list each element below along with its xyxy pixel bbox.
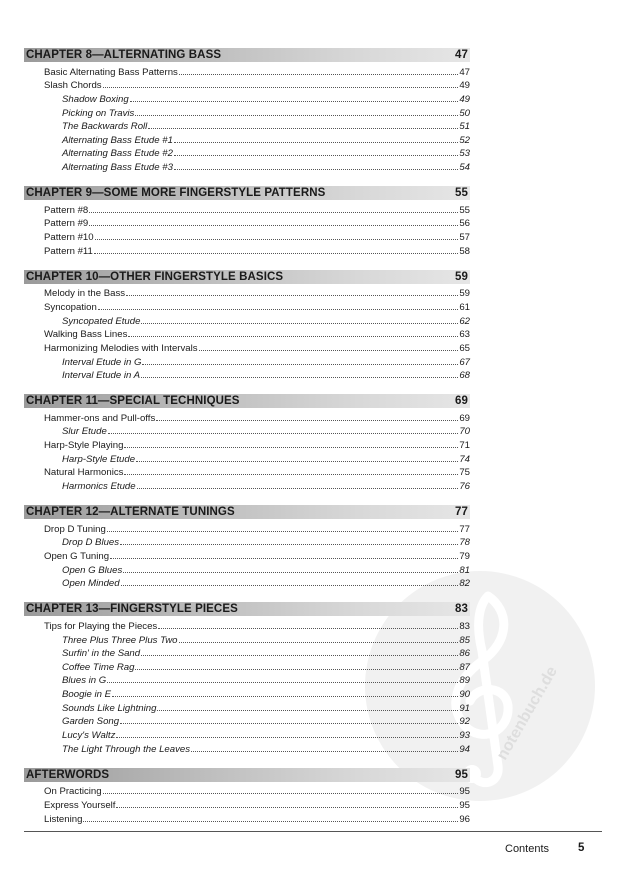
entry-page: 65 [459,342,470,354]
section-gap [24,755,470,768]
entry-title: Alternating Bass Etude #3 [62,162,173,174]
chapter-heading [24,505,470,519]
dot-leader [158,628,458,629]
dot-leader [136,461,458,462]
chapter-page: 55 [455,187,468,200]
entry-title: Tips for Playing the Pieces [44,620,158,632]
entry-title: Hammer-ons and Pull-offs [44,412,156,424]
dot-leader [137,488,459,489]
dot-leader [174,142,458,143]
toc-subentry [24,727,470,741]
entry-title: Surfin' in the Sand [62,648,141,660]
entry-page: 82 [459,578,470,590]
dot-leader [130,101,459,102]
chapter-section [24,270,470,381]
dot-leader [83,821,458,822]
entry-title: Harmonics Etude [62,481,136,493]
entry-title: Pattern #10 [44,232,94,244]
dot-leader [116,807,458,808]
entry-page: 87 [459,661,470,673]
entry-page: 49 [459,80,470,92]
table-of-contents [24,48,470,825]
entry-page: 79 [459,550,470,562]
entry-title: Alternating Bass Etude #1 [62,134,173,146]
entry-title: Lucy's Waltz [62,729,116,741]
toc-subentry [24,700,470,714]
toc-entry [24,618,470,632]
section-gap [24,173,470,186]
dot-leader [126,295,458,296]
toc-entry [24,299,470,313]
entry-title: Harp-Style Playing [44,440,124,452]
toc-entry [24,521,470,535]
entry-page: 83 [459,620,470,632]
entry-title: Blues in G [62,675,107,687]
toc-subentry [24,451,470,465]
entry-page: 49 [459,93,470,105]
entry-page: 92 [459,716,470,728]
entry-title: The Light Through the Leaves [62,743,191,755]
chapter-heading [24,186,470,200]
entry-title: Basic Alternating Bass Patterns [44,66,178,78]
entry-page: 52 [459,134,470,146]
chapter-title: CHAPTER 12—ALTERNATE TUNINGS [26,506,235,519]
dot-leader [95,239,459,240]
toc-subentry [24,159,470,173]
entry-title: Open G Tuning [44,550,110,562]
toc-subentry [24,313,470,327]
chapter-heading [24,394,470,408]
chapter-section [24,768,470,825]
entry-title: Express Yourself [44,799,116,811]
entry-title: Sounds Like Lightning [62,702,157,714]
entry-title: On Practicing [44,786,102,798]
entry-page: 81 [459,564,470,576]
toc-subentry [24,673,470,687]
toc-entry [24,797,470,811]
toc-subentry [24,354,470,368]
dot-leader [107,531,458,532]
dot-leader [141,377,458,378]
chapter-page: 83 [455,603,468,616]
toc-subentry [24,424,470,438]
toc-subentry [24,576,470,590]
entry-page: 67 [459,356,470,368]
toc-subentry [24,91,470,105]
dot-leader [89,212,458,213]
entry-title: Listening [44,813,83,825]
section-gap [24,589,470,602]
chapter-title: AFTERWORDS [26,768,110,781]
dot-leader [120,723,458,724]
entry-title: Three Plus Three Plus Two [62,634,178,646]
entry-page: 68 [459,370,470,382]
entry-title: Alternating Bass Etude #2 [62,148,173,160]
entry-page: 96 [459,813,470,825]
entry-title: Syncopated Etude [62,315,141,327]
entry-page: 62 [459,315,470,327]
toc-subentry [24,132,470,146]
entry-page: 63 [459,329,470,341]
entry-title: Open G Blues [62,564,123,576]
toc-entry [24,216,470,230]
entry-page: 78 [459,537,470,549]
dot-leader [179,642,459,643]
dot-leader [124,447,458,448]
dot-leader [108,433,459,434]
toc-subentry [24,562,470,576]
entry-page: 59 [459,288,470,300]
entry-page: 93 [459,729,470,741]
entry-title: Open Minded [62,578,120,590]
entry-title: Melody in the Bass [44,288,126,300]
chapter-section [24,48,470,173]
entry-title: Pattern #9 [44,218,89,230]
entry-title: Shadow Boxing [62,93,129,105]
dot-leader [128,336,458,337]
section-gap [24,492,470,505]
dot-leader [103,793,459,794]
dot-leader [89,225,458,226]
dot-leader [179,74,458,75]
entry-page: 71 [459,440,470,452]
entry-title: Interval Etude in G [62,356,142,368]
entry-title: Interval Etude in A [62,370,141,382]
chapter-title: CHAPTER 8—ALTERNATING BASS [26,49,222,61]
toc-subentry [24,478,470,492]
entry-page: 55 [459,204,470,216]
toc-entry [24,202,470,216]
entry-title: Slur Etude [62,426,107,438]
entry-page: 90 [459,689,470,701]
footer-rule [24,831,602,832]
dot-leader [116,737,458,738]
toc-subentry [24,741,470,755]
entry-title: Walking Bass Lines [44,329,128,341]
dot-leader [135,669,458,670]
chapter-heading [24,602,470,616]
dot-leader [103,87,459,88]
toc-subentry [24,119,470,133]
toc-entry [24,286,470,300]
section-gap [24,257,470,270]
entry-title: Coffee Time Rag [62,661,135,673]
chapter-page: 59 [455,270,468,283]
toc-entry [24,243,470,257]
dot-leader [124,474,458,475]
dot-leader [135,115,458,116]
entry-page: 47 [459,66,470,78]
entry-page: 74 [459,453,470,465]
section-gap [24,381,470,394]
entry-title: Pattern #11 [44,245,93,257]
entry-page: 56 [459,218,470,230]
entry-title: Harmonizing Melodies with Intervals [44,342,198,354]
entry-page: 51 [459,121,470,133]
dot-leader [98,309,459,310]
entry-page: 89 [459,675,470,687]
toc-subentry [24,686,470,700]
toc-entry [24,229,470,243]
chapter-title: CHAPTER 11—SPECIAL TECHNIQUES [26,395,240,408]
page-number: 5 [578,842,585,854]
entry-title: Garden Song [62,716,120,728]
dot-leader [191,751,458,752]
entry-title: Slash Chords [44,80,102,92]
chapter-page: 69 [455,395,468,408]
chapter-heading [24,768,470,782]
toc-subentry [24,632,470,646]
entry-page: 94 [459,743,470,755]
entry-page: 86 [459,648,470,660]
entry-page: 69 [459,412,470,424]
dot-leader [199,350,459,351]
chapter-page: 95 [455,768,468,781]
entry-page: 58 [459,245,470,257]
entry-page: 95 [459,799,470,811]
chapter-title: CHAPTER 13—FINGERSTYLE PIECES [26,603,238,616]
dot-leader [174,155,458,156]
toc-subentry [24,368,470,382]
toc-subentry [24,535,470,549]
entry-title: Pattern #8 [44,204,89,216]
entry-page: 95 [459,786,470,798]
dot-leader [157,710,458,711]
entry-page: 54 [459,162,470,174]
dot-leader [174,169,458,170]
dot-leader [112,696,458,697]
dot-leader [156,420,458,421]
dot-leader [94,253,458,254]
dot-leader [110,558,458,559]
dot-leader [123,572,458,573]
chapter-section [24,602,470,754]
entry-title: Natural Harmonics [44,467,124,479]
entry-title: Drop D Blues [62,537,120,549]
toc-entry [24,548,470,562]
footer-label: Contents [505,843,550,855]
toc-entry [24,465,470,479]
chapter-section [24,186,470,257]
chapter-section [24,394,470,492]
toc-entry [24,437,470,451]
entry-title: Picking on Travis [62,107,135,119]
entry-page: 77 [459,523,470,535]
entry-page: 53 [459,148,470,160]
chapter-title: CHAPTER 9—SOME MORE FINGERSTYLE PATTERNS [26,187,326,200]
dot-leader [107,682,458,683]
entry-page: 91 [459,702,470,714]
dot-leader [148,128,458,129]
entry-page: 76 [459,481,470,493]
entry-page: 85 [459,634,470,646]
entry-title: Boogie in E [62,689,112,701]
toc-subentry [24,105,470,119]
watermark-text: notenbuch.de [493,663,561,763]
toc-subentry [24,146,470,160]
toc-entry [24,327,470,341]
dot-leader [121,585,459,586]
toc-entry [24,64,470,78]
dot-leader [141,655,458,656]
entry-page: 75 [459,467,470,479]
toc-entry [24,340,470,354]
chapter-page: 47 [455,49,468,61]
entry-page: 57 [459,232,470,244]
toc-subentry [24,659,470,673]
toc-entry [24,811,470,825]
entry-title: Syncopation [44,301,97,313]
chapter-page: 77 [455,506,468,519]
entry-page: 50 [459,107,470,119]
toc-subentry [24,714,470,728]
toc-subentry [24,646,470,660]
toc-entry [24,784,470,798]
chapter-heading [24,270,470,284]
entry-page: 61 [459,301,470,313]
entry-page: 70 [459,426,470,438]
entry-title: Drop D Tuning [44,523,106,535]
toc-entry [24,78,470,92]
toc-entry [24,410,470,424]
entry-title: Harp-Style Etude [62,453,136,465]
chapter-title: CHAPTER 10—OTHER FINGERSTYLE BASICS [26,270,284,283]
chapter-heading [24,48,470,62]
entry-title: The Backwards Roll [62,121,148,133]
dot-leader [141,323,458,324]
dot-leader [120,544,458,545]
dot-leader [142,364,458,365]
chapter-section [24,505,470,589]
